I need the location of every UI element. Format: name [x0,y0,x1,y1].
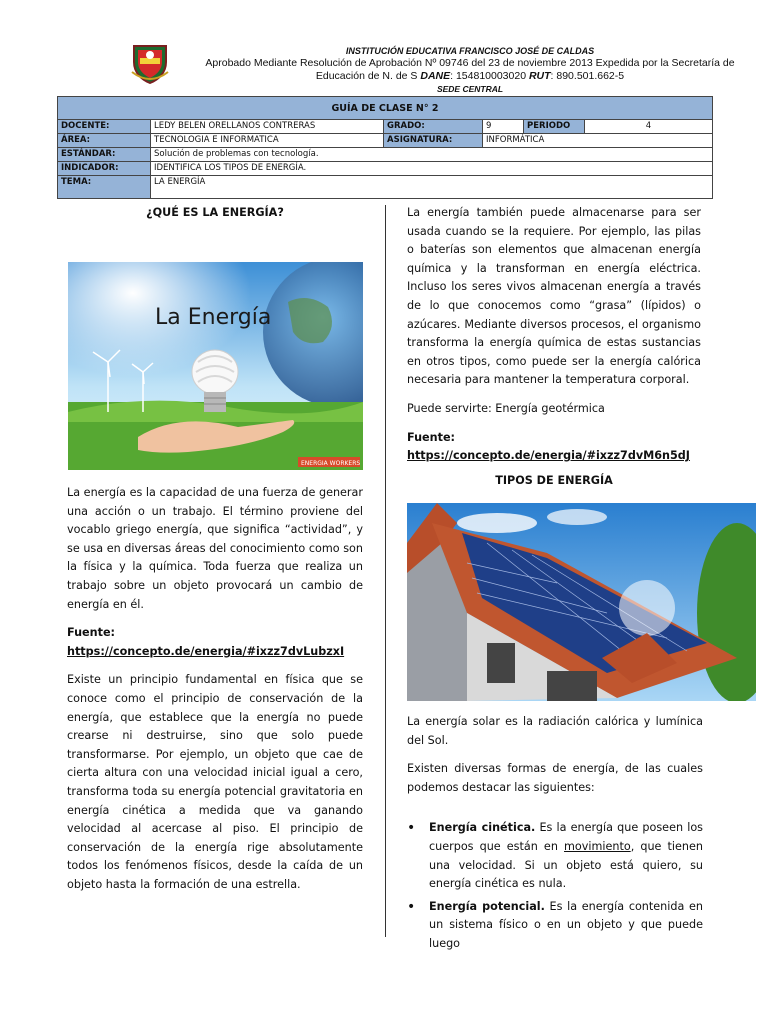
right-body [407,713,703,958]
right-column [407,204,701,490]
estandar-value: Solución de problemas con tecnología. [151,148,713,162]
dane-label: DANE [420,70,451,82]
periodo-value: 4 [585,120,713,134]
tema-value: LA ENERGÍA [151,176,713,199]
source-label: Fuente: [67,626,116,640]
energy-types-heading: TIPOS DE ENERGÍA [495,473,613,487]
institution-name: INSTITUCIÓN EDUCATIVA FRANCISCO JOSÉ DE CALDAS [345,46,595,56]
grado-value: 9 [483,120,524,134]
solar-house-image [407,503,756,701]
grado-label: GRADO: [384,120,483,134]
sede-label: SEDE CENTRAL [436,84,504,94]
left-column [67,204,363,223]
guide-title: GUÍA DE CLASE N° 2 [58,97,713,120]
energy-illustration-image [68,262,363,470]
indicador-value: IDENTIFICA LOS TIPOS DE ENERGÍA. [151,162,713,176]
docente-label: DOCENTE: [58,120,151,134]
see-also-text: Puede servirte: Energía geotérmica [407,401,605,415]
dane-value: : 154810003020 [450,70,529,82]
source-label-2: Fuente: [407,430,456,444]
tema-label: TEMA: [58,176,151,199]
docente-value: LEDY BELEN ORELLANOS CONTRERAS [151,120,384,134]
energy-image-title: La Energía [155,305,272,330]
item-text: Es la energía que poseen los cuerpos que están en [429,821,703,853]
item-title: Energía cinética. [429,821,536,835]
guide-info-table [57,96,713,199]
left-body [67,484,363,904]
estandar-label: ESTÁNDAR: [58,148,151,162]
education-text: Educación de N. de S [315,70,421,82]
solar-energy-paragraph: La energía solar es la radiación calórica y lumínica del Sol. [407,715,703,747]
approval-line: Aprobado Mediante Resolución de Aprobación Nº 09746 del 23 de noviembre 2013 Expedida por la Secretaría de [205,57,735,69]
item-text-end: , que tienen una velocidad. Si un objeto está quiero, su energía cinética es nula. [429,839,703,891]
area-label: ÁREA: [58,134,151,148]
source-link-2[interactable]: https://concepto.de/energia/#ixzz7dvM6n5dJ [407,449,690,463]
movimiento-link[interactable]: movimiento [564,839,631,853]
source-link-1[interactable]: https://concepto.de/energia/#ixzz7dvLubzxI [67,644,345,658]
column-divider [385,205,386,937]
list-item [429,898,703,954]
storage-paragraph: La energía también puede almacenarse para ser usada cuando se la requiere. Por ejemplo, las pilas o baterías son elementos que almacenan energía química y la transforman en energía eléctrica. Incluso los seres vivos almacenan energía a través de lo que conocemos como “grasa” (lípidos) o azúcares. Mediante diversos procesos, el organismo transforma la energía química de estas sustancias en otros tipos, como puede ser la energía calórica necesaria para mantener la temperatura corporal. [407,206,701,387]
energy-forms-list [407,819,703,953]
area-value: TECNOLOGIA E INFORMATICA [151,134,384,148]
item-title: Energía potencial. [429,899,545,913]
asignatura-label: ASIGNATURA: [384,134,483,148]
indicador-label: INDICADOR: [58,162,151,176]
rut-label: RUT [528,70,551,82]
energy-definition-paragraph: La energía es la capacidad de una fuerza de generar una acción o un trabajo. El término proviene del vocablo griego energía, que significa “actividad”, y se usa en diversas áreas del conocimiento como son la física y la química. Toda fuerza que realiza un trabajo sobre un objeto provocará un cambio de energía en él. [67,486,363,611]
forms-intro-paragraph: Existen diversas formas de energía, de las cuales podemos destacar las siguientes: [407,762,703,794]
conservation-paragraph: Existe un principio fundamental en física que se conoce como el principio de conservación de la energía, que establece que la energía no puede crearse ni destruirse, sino que solo puede transformarse. Por ejemplo, un objeto que cae de cierta altura con una velocidad inicial igual a cero, transforma toda su energía potencial gravitatoria en energía cinética a medida que va ganando velocidad al acercase al piso. El principio de conservación de la energía rige absolutamente todos los fenómenos físicos, desde la caída de un objeto hasta la formación de una estrella. [67,673,363,891]
rut-value: : 890.501.662-5 [550,70,625,82]
school-shield-logo [130,42,170,84]
image-credit: ENERGIA WORKERS [301,460,361,467]
list-item [429,819,703,893]
asignatura-value: INFORMÁTICA [483,134,713,148]
what-is-energy-heading: ¿QUÉ ES LA ENERGÍA? [146,206,284,219]
item-text: Es la energía contenida en un sistema físico o en un objeto y que puede luego [429,899,703,950]
dane-rut-line [190,70,750,83]
periodo-label: PERIODO [524,120,585,134]
